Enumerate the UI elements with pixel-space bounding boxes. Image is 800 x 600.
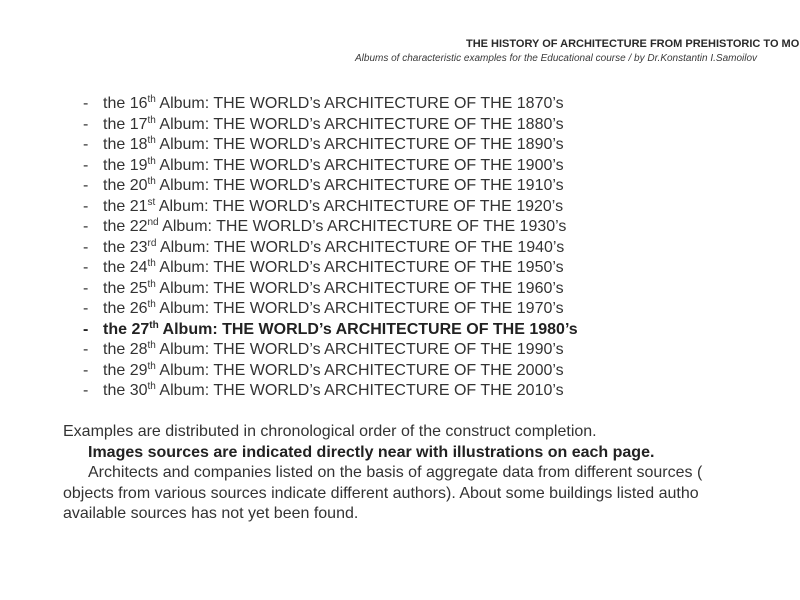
list-dash: - <box>83 279 89 297</box>
album-title: Album: THE WORLD’s ARCHITECTURE OF THE 1980’s <box>158 320 578 338</box>
album-title: Album: THE WORLD’s ARCHITECTURE OF THE 1900’s <box>155 156 564 174</box>
list-dash: - <box>83 341 89 358</box>
album-number: the 23 <box>103 238 148 256</box>
album-number: the 25 <box>103 279 148 297</box>
album-item-25 <box>83 279 578 300</box>
album-number: the 16 <box>103 95 148 112</box>
album-ordinal-suffix: th <box>147 155 156 167</box>
album-item-30 <box>83 381 578 402</box>
album-title: Album: THE WORLD’s ARCHITECTURE OF THE 1880’s <box>155 115 564 133</box>
album-ordinal-suffix: th <box>147 381 156 392</box>
album-title: Album: THE WORLD’s ARCHITECTURE OF THE 1970’s <box>155 300 564 317</box>
album-ordinal-suffix: th <box>147 360 156 372</box>
album-ordinal-suffix: st <box>147 196 156 208</box>
list-dash: - <box>83 320 89 338</box>
album-number: the 28 <box>103 341 148 358</box>
list-dash: - <box>83 238 89 256</box>
header-title: THE HISTORY OF ARCHITECTURE FROM PREHISTORIC TO MO <box>466 38 800 50</box>
album-ordinal-suffix: th <box>147 299 156 310</box>
album-title: Album: THE WORLD’s ARCHITECTURE OF THE 1910’s <box>155 177 564 194</box>
list-dash: - <box>83 197 89 215</box>
album-number: the 24 <box>103 259 148 276</box>
album-title: Album: THE WORLD’s ARCHITECTURE OF THE 1960’s <box>155 279 564 297</box>
album-item-18 <box>83 135 578 156</box>
album-title: Album: THE WORLD’s ARCHITECTURE OF THE 1990’s <box>155 341 564 358</box>
list-dash: - <box>83 382 89 399</box>
album-ordinal-suffix: th <box>147 278 156 290</box>
list-dash: - <box>83 95 89 112</box>
album-title: Album: THE WORLD’s ARCHITECTURE OF THE 2000’s <box>155 361 564 379</box>
album-item-27-current <box>83 320 578 341</box>
album-title: Album: THE WORLD’s ARCHITECTURE OF THE 1930’s <box>158 218 567 235</box>
album-title: Album: THE WORLD’s ARCHITECTURE OF THE 1950’s <box>155 259 564 276</box>
header-subtitle: Albums of characteristic examples for the Educational course / by Dr.Konstantin I.Samoilov <box>355 53 758 64</box>
note-architects-line1: Architects and companies listed on the basis of aggregate data from different sources ( <box>88 464 703 481</box>
note-architects-line2: objects from various sources indicate different authors). About some buildings listed autho <box>63 484 699 502</box>
list-dash: - <box>83 259 89 276</box>
album-list <box>83 94 578 402</box>
album-item-20 <box>83 176 578 197</box>
album-item-19 <box>83 156 578 177</box>
note-architects-line3: available sources has not yet been found. <box>63 505 359 522</box>
album-number: the 29 <box>103 361 148 379</box>
list-dash: - <box>83 136 89 153</box>
album-ordinal-suffix: th <box>147 176 156 187</box>
note-chronology: Examples are distributed in chronological order of the construct completion. <box>63 423 597 440</box>
album-number: the 21 <box>103 197 148 215</box>
album-item-16 <box>83 94 578 115</box>
album-ordinal-suffix: th <box>147 340 156 351</box>
album-ordinal-suffix: th <box>147 94 156 105</box>
list-dash: - <box>83 218 89 235</box>
album-title: Album: THE WORLD’s ARCHITECTURE OF THE 1890’s <box>155 136 564 153</box>
album-number: the 19 <box>103 156 148 174</box>
album-number: the 18 <box>103 136 148 153</box>
album-ordinal-suffix: th <box>147 114 156 126</box>
album-number: the 17 <box>103 115 148 133</box>
album-title: Album: THE WORLD’s ARCHITECTURE OF THE 1940’s <box>156 238 565 256</box>
list-dash: - <box>83 177 89 194</box>
album-number: the 26 <box>103 300 148 317</box>
list-dash: - <box>83 156 89 174</box>
album-item-28 <box>83 340 578 361</box>
list-dash: - <box>83 300 89 317</box>
list-dash: - <box>83 115 89 133</box>
album-item-17 <box>83 115 578 136</box>
album-number: the 30 <box>103 382 148 399</box>
album-ordinal-suffix: rd <box>147 237 157 249</box>
album-ordinal-suffix: th <box>149 319 159 331</box>
album-title: Album: THE WORLD’s ARCHITECTURE OF THE 1870’s <box>155 95 564 112</box>
album-item-24 <box>83 258 578 279</box>
album-ordinal-suffix: th <box>147 258 156 269</box>
list-dash: - <box>83 361 89 379</box>
album-number: the 20 <box>103 177 148 194</box>
album-ordinal-suffix: th <box>147 135 156 146</box>
album-title: Album: THE WORLD’s ARCHITECTURE OF THE 1920’s <box>155 197 564 215</box>
album-item-21 <box>83 197 578 218</box>
album-item-26 <box>83 299 578 320</box>
notes-section <box>63 422 800 525</box>
album-title: Album: THE WORLD’s ARCHITECTURE OF THE 2010’s <box>155 382 564 399</box>
note-image-sources: Images sources are indicated directly near with illustrations on each page. <box>88 443 655 461</box>
album-ordinal-suffix: nd <box>147 217 159 228</box>
album-item-29 <box>83 361 578 382</box>
album-item-23 <box>83 238 578 259</box>
album-item-22 <box>83 217 578 238</box>
album-number: the 27 <box>103 320 150 338</box>
album-number: the 22 <box>103 218 148 235</box>
